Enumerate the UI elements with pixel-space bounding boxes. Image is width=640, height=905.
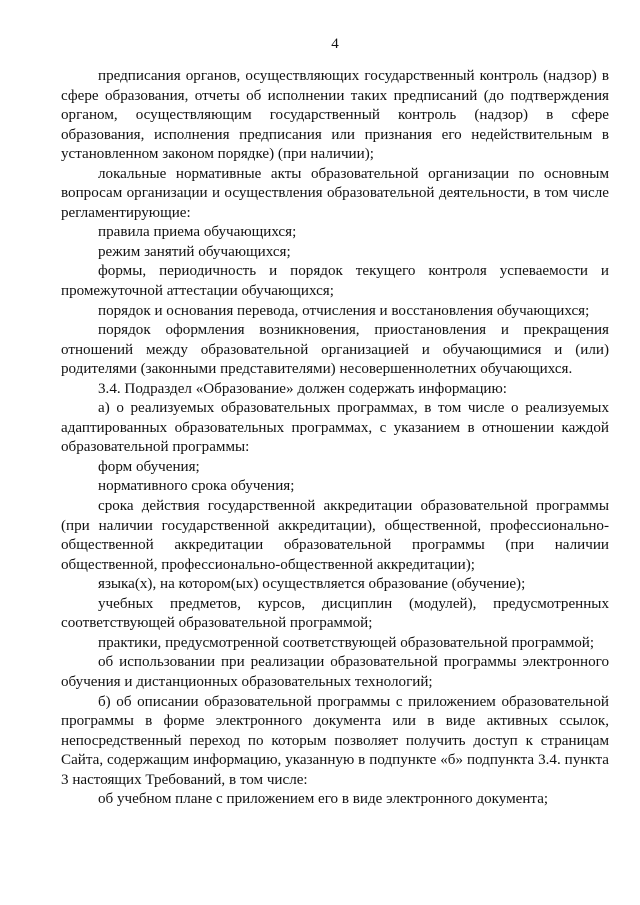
paragraph: об учебном плане с приложением его в виде электронного документа; [98,791,549,808]
paragraph: порядок оформления возникновения, приостановления и прекращения отношений между образовательной организацией и обучающимися и (или) родителями (законными представителями) несовершеннолетних обучающихся. [61,322,609,378]
page-number: 4 [331,36,339,52]
paragraph: предписания органов, осуществляющих государственный контроль (надзор) в сфере образования, отчеты об исполнении таких предписаний (до подтверждения органом, осуществляющим государственный контроль (надзор) в сфере образования, исполнения предписания или признания его недействительным в установленном законом порядке) (при наличии); [61,68,609,163]
paragraph: языка(х), на котором(ых) осуществляется образование (обучение); [98,576,526,593]
paragraph: порядок и основания перевода, отчисления и восстановления обучающихся; [98,302,590,319]
paragraph: формы, периодичность и порядок текущего контроля успеваемости и промежуточной аттестации обучающихся; [61,263,609,300]
paragraph: а) о реализуемых образовательных программах, в том числе о реализуемых адаптированных образовательных программах, с указанием в отношении каждой образовательной программы: [61,400,609,456]
paragraph: б) об описании образовательной программы с приложением образовательной программы в форме электронного документа или в виде активных ссылок, непосредственный переход по которым позволяет получить доступ к страницам Сайта, содержащим информацию, указанную в подпункте «б» подпункта 3.4. пункта 3 настоящих Требований, в том числе: [61,693,609,788]
document-body [61,67,609,810]
paragraph: срока действия государственной аккредитации образовательной программы (при наличии государственной аккредитации), общественной, профессионально-общественной аккредитации образовательной программы (при наличии общественной, профессионально-общественной аккредитации); [61,498,609,573]
paragraph: об использовании при реализации образовательной программы электронного обучения и дистанционных образовательных технологий; [61,654,609,690]
paragraph: учебных предметов, курсов, дисциплин (модулей), предусмотренных соответствующей образовательной программой; [61,595,609,632]
paragraph: практики, предусмотренной соответствующей образовательной программой; [98,634,595,651]
paragraph: локальные нормативные акты образовательной организации по основным вопросам организации и осуществления образовательной деятельности, в том числе регламентирующие: [61,165,609,221]
paragraph: нормативного срока обучения; [98,478,295,495]
paragraph: 3.4. Подраздел «Образование» должен содержать информацию: [98,380,507,397]
paragraph: режим занятий обучающихся; [98,243,291,260]
paragraph: правила приема обучающихся; [98,224,297,241]
paragraph: форм обучения; [98,458,200,475]
